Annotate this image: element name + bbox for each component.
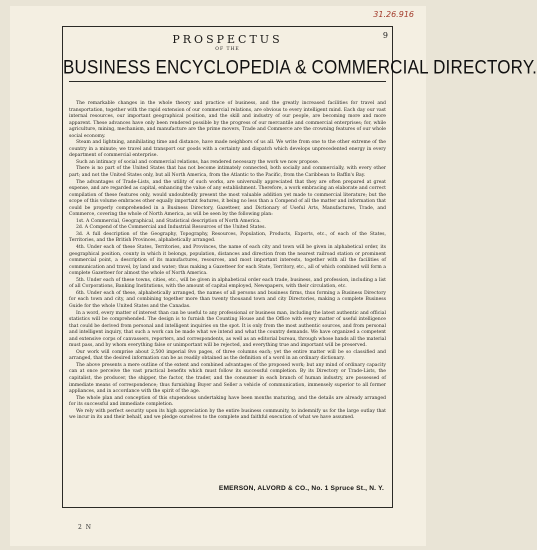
paragraph: The above presents a mere outline of the extent and combined advantages of the proposed work; but any mind of ordinary capacity can at once perceive the vast practical benefits which must follow its successful completion. By its Directory or Trade-Lists, the capitalist, the producer, the shipper, the factor, the trader, and the consumer in each branch of human industry, are possessed of immediate means of correspondence; thus furnishing Buyer and Seller a vehicle of communication, immensely superior to all former appliances, and in accordance with the spirit of the age. bbox=[69, 362, 386, 395]
signature-mark: 2 N bbox=[78, 524, 92, 531]
plan-item: 3d. A full description of the Geography, Topography, Resources, Population, Products, Exports, etc., of each of the States, Territories, and the British Provinces, alphabetically arranged. bbox=[69, 231, 386, 244]
paragraph: In a word, every matter of interest than can be useful to any professional or business man, including the latest authentic and official statistics will be comprehended. The design is to furnish the Counting House and the Office with every matter of useful intelligence that could be derived from personal and intelligent inquiries on the spot. It is only from the most authentic sources, and from personal and intelligent inquiry, that such a work can be made what we intend and what the country demands. We have organized a competent and extensive corps of canvassers, reporters, and correspondents, as well as an editorial bureau, through whose hands all the material must pass, and by whom everything false or unimportant will be rejected, and everything true and important will be preserved. bbox=[69, 310, 386, 349]
prospectus-body bbox=[69, 101, 386, 422]
paragraph: Steam and lightning, annihilating time and distance, have made neighbors of us all. We write from one to the other extreme of the country in a minute; we travel and transport our goods with a certainty and dispatch which develops unprecedented energy in every department of commercial enterprise. bbox=[69, 140, 386, 159]
plan-item: 2d. A Compend of the Commercial and Industrial Resources of the United States. bbox=[76, 225, 266, 231]
heading-prospectus: PROSPECTUS bbox=[172, 33, 283, 46]
paragraph: The whole plan and conception of this stupendous undertaking have been months maturing, and the details are already arranged for its successful and immediate completion. bbox=[69, 395, 386, 408]
plan-item: 5th. Under each of these towns, cities, etc., will be given in alphabetical order each trade, business, and profession, including a list of all Corporations, Banking Institutions, with the amount of capital employed, Newspapers, with their circulation, etc. bbox=[69, 277, 386, 290]
heading-main-title: BUSINESS ENCYCLOPEDIA & COMMERCIAL DIRECTORY. bbox=[63, 56, 537, 78]
document-sheet bbox=[10, 6, 537, 546]
catalog-mark: 31.26.916 bbox=[373, 10, 414, 19]
paragraph: The remarkable changes in the whole theory and practice of business, and the greatly increased facilities for travel and transportation, together with the rapid extension of our commercial relations, are obvious to every intelligent mind. Each day our vast internal resources, our important geographical position, and the skill and industry of our people, are becoming more and more apparent. These advances have only been rendered possible by the progress of our mercantile and commercial enterprises; for, while agriculture, mining, mechanism, and manufacture are the prime movers, Trade and Commerce are the crowning features of our whole social economy. bbox=[69, 101, 386, 139]
plan-item: 6th. Under each of these, alphabetically arranged, the names of all persons and business firms, thus forming a Business Directory for each town and city, and combining together more than twenty thousand town and city Directories, making a complete Business Guide for the whole United States and the Canadas. bbox=[69, 290, 386, 309]
paragraph: Such an intimacy of social and commercial relations, has rendered necessary the work we now propose. bbox=[76, 159, 320, 165]
paragraph: Our work will comprise about 2,500 imperial 8vo pages, of three columns each; yet the entire matter will be so classified and arranged, that the desired information can be as readily obtained as the definition of a word in an ordinary dictionary. bbox=[69, 349, 386, 362]
paragraph: We rely with perfect security upon its high appreciation by the entire business community, to indemnify us for the large outlay that we incur in its and their behalf, and we pledge ourselves to the complete and faithful execution of what we have assumed. bbox=[69, 408, 386, 421]
paragraph: The advantages of Trade-Lists, and the utility of such works, are universally appreciated that they are often prepared at great expense, and are regarded as capital, enhancing the value of any establishment. Therefore, a work embracing an elaborate and correct compilation of these features only, would undoubtedly present the most valuable addition yet made to commercial literature; but the scope of this volume embraces other equally important features, it being no less than a Compend of all the matter and information that could be properly comprehended in a Business Directory, Gazetteer, and Dictionary of Useful Arts, Manufactures, Trade, and Commerce, covering the whole of North America, as will be seen by the following plan: bbox=[69, 179, 386, 218]
page-number: 9 bbox=[382, 31, 388, 40]
publisher-imprint: EMERSON, ALVORD & CO., No. 1 Spruce St., N. Y. bbox=[218, 485, 384, 492]
plan-item: 4th. Under each of these States, Territories, and Provinces, the name of each city and town will be given in alphabetical order, its geographical position, county in which it belongs, population, distances and direction from the nearest railroad station or prominent commercial point, a description of its manufactures, resources, and most important interests, together with all the facilities of communication and travel, by land and water; thus making a Gazetteer for each State, Territory, etc., all of which combined will form a complete Gazetteer for almost the whole of North America. bbox=[69, 245, 386, 277]
plan-item: 1st. A Commercial, Geographical, and Statistical description of North America. bbox=[76, 218, 261, 224]
heading-of-the: OF THE bbox=[215, 47, 240, 52]
paragraph: There is no part of the United States that has not become intimately connected, both socially and commercially, with every other part; and not the United States only, but all North America, from the Atlantic to the Pacific, from the Caribbean to Baffin's Bay. bbox=[69, 166, 386, 179]
page-frame bbox=[62, 26, 537, 508]
heading-rule bbox=[69, 81, 386, 82]
